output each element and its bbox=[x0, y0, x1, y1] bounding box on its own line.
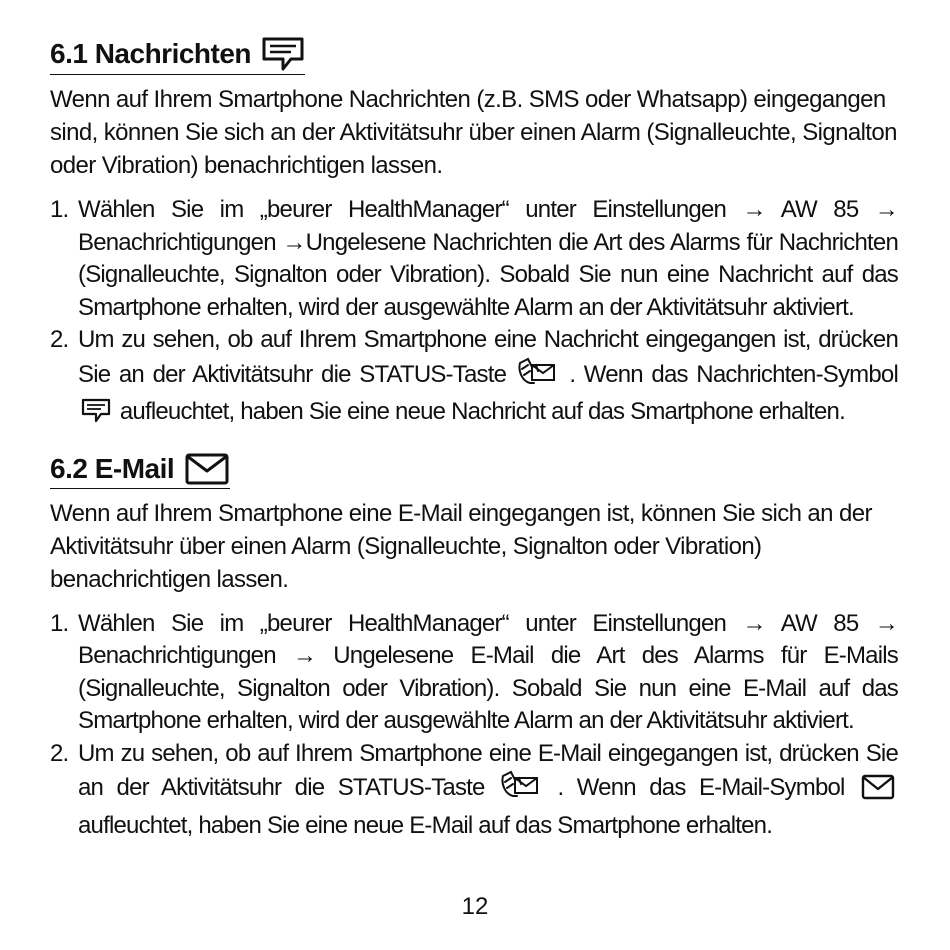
step-number: 1. bbox=[50, 196, 69, 223]
step-item bbox=[50, 324, 898, 434]
section-intro: Wenn auf Ihrem Smartphone eine E-Mail eingegangen ist, können Sie sich an der Aktivitätsuhr über einen Alarm (Signalleuchte, Signalton oder Vibration) benachrichtigen lassen. bbox=[50, 499, 872, 593]
manual-page bbox=[50, 30, 898, 842]
section-heading-messages bbox=[50, 36, 305, 75]
step-text: Wählen Sie im „beurer HealthManager“ unter Einstellungen → AW 85 → Benachrichtigungen → Ungelesene E-Mail die Art des Alarms für E-Mails (Signalleuchte, Signalton oder Vibration). Sobald Sie nun eine E-Mail auf das Smartphone erhalten, wird der ausgewählte Alarm an der Aktivitätsuhr aktiviert. bbox=[78, 609, 898, 734]
steps-list bbox=[50, 194, 898, 434]
step-text-part: Um zu sehen, ob auf Ihrem Smartphone eine Nachricht eingegangen ist, drücken Sie an der Aktivitätsuhr die STATUS-Taste bbox=[78, 326, 898, 388]
section-heading-email bbox=[50, 452, 230, 489]
envelope-icon bbox=[184, 452, 230, 486]
section-intro: Wenn auf Ihrem Smartphone Nachrichten (z.B. SMS oder Whatsapp) eingegangen sind, können Sie sich an der Aktivitätsuhr über einen Alarm (Signalleuchte, Signalton oder Vibration) benachrichtigen lassen. bbox=[50, 86, 897, 179]
step-number: 2. bbox=[50, 739, 69, 767]
step-number: 2. bbox=[50, 326, 69, 353]
message-icon bbox=[261, 36, 305, 72]
step-text-part: Um zu sehen, ob auf Ihrem Smartphone eine E-Mail eingegangen ist, drücken Sie an der Aktivitätsuhr die STATUS-Taste bbox=[78, 739, 898, 801]
message-icon bbox=[81, 398, 111, 434]
step-text-part: . Wenn das Nachrichten-Symbol bbox=[569, 360, 898, 388]
section-title: 6.1 Nachrichten bbox=[50, 38, 252, 69]
page-number: 12 bbox=[461, 893, 489, 920]
hand-press-icon bbox=[518, 357, 558, 397]
section-messages bbox=[50, 30, 898, 434]
step-number: 1. bbox=[50, 609, 69, 637]
hand-press-icon bbox=[501, 770, 541, 810]
step-text: Wählen Sie im „beurer HealthManager“ unter Einstellungen → AW 85 → Benachrichtigungen →Ungelesene Nachrichten die Art des Alarms für Nachrichten (Signalleuchte, Signalton oder Vibration). Sobald Sie nun eine Nachricht auf das Smartphone erhalten, wird der ausgewählte Alarm an der Aktivitätsuhr aktiviert. bbox=[78, 196, 898, 321]
step-text bbox=[78, 324, 898, 434]
step-text-part: . Wenn das E-Mail-Symbol bbox=[557, 774, 845, 801]
steps-list bbox=[50, 608, 898, 843]
step-item bbox=[50, 194, 898, 324]
envelope-icon bbox=[861, 774, 895, 810]
step-item bbox=[50, 608, 898, 738]
step-text-part: aufleuchtet, haben Sie eine neue E-Mail auf das Smartphone erhalten. bbox=[78, 811, 773, 839]
section-email bbox=[50, 446, 898, 843]
section-title: 6.2 E-Mail bbox=[50, 452, 175, 484]
step-item bbox=[50, 738, 898, 843]
step-text-part: aufleuchtet, haben Sie eine neue Nachricht auf das Smartphone erhalten. bbox=[119, 398, 845, 425]
step-text bbox=[78, 738, 898, 843]
